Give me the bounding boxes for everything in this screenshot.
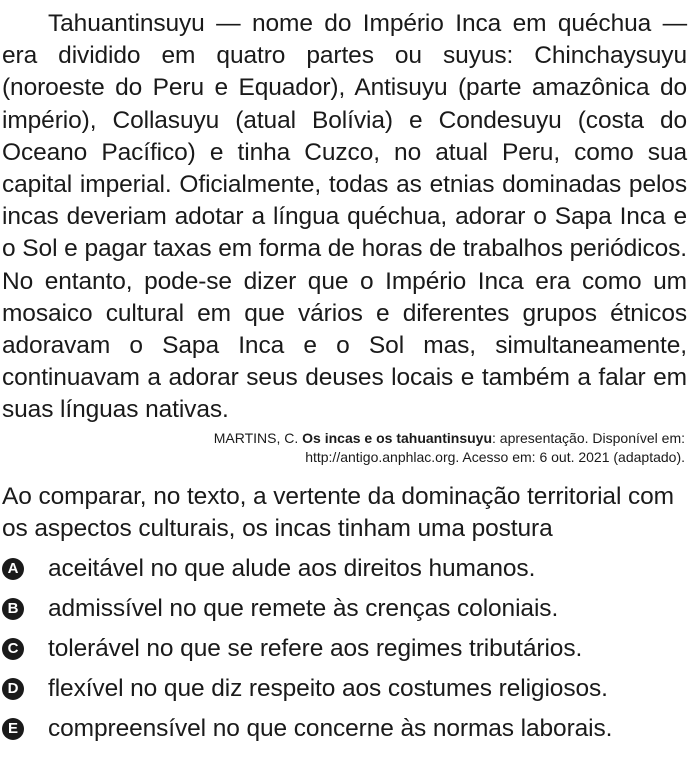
option-b-text: admissível no que remete às crenças coloniais.: [48, 594, 559, 622]
question-stem: Ao comparar, no texto, a vertente da dominação territorial com os aspectos culturais, os incas tinham uma postura: [2, 482, 674, 542]
option-b[interactable]: [2, 589, 687, 629]
option-a-letter-icon: A: [2, 558, 24, 580]
option-a-text: aceitável no que alude aos direitos humanos.: [48, 554, 536, 582]
option-e-letter-icon: E: [2, 718, 24, 740]
answer-options: [2, 549, 687, 749]
citation-line-2: http://antigo.anphlac.org. Acesso em: 6 out. 2021 (adaptado).: [305, 448, 685, 465]
citation: [2, 429, 687, 467]
option-d-text: flexível no que diz respeito aos costumes religiosos.: [48, 674, 608, 702]
option-c-letter-icon: C: [2, 638, 24, 660]
option-b-letter-icon: B: [2, 598, 24, 620]
option-e[interactable]: [2, 709, 687, 749]
option-d-letter-icon: D: [2, 678, 24, 700]
option-c[interactable]: [2, 629, 687, 669]
option-a[interactable]: [2, 549, 687, 589]
citation-author: MARTINS, C.: [213, 429, 299, 446]
citation-rest: : apresentação. Disponível em:: [492, 429, 685, 446]
option-d[interactable]: [2, 669, 687, 709]
option-e-text: compreensível no que concerne às normas laborais.: [48, 714, 613, 742]
citation-title: Os incas e os tahuantinsuyu: [302, 429, 492, 446]
passage-text: Tahuantinsuyu — nome do Império Inca em quéchua — era dividido em quatro partes ou suyus: Chinchaysuyu (noroeste do Peru e Equador), Antisuyu (parte amazônica do império), Collasuyu (atual Bolívia) e Condesuyu (costa do Oceano Pacífico) e tinha Cuzco, no atual Peru, como sua capital imperial. Oficialmente, todas as etnias dominadas pelos incas deveriam adotar a língua quéchua, adorar o Sapa Inca e o Sol e pagar taxas em forma de horas de trabalhos periódicos. No entanto, pode-se dizer que o Império Inca era como um mosaico cultural em que vários e diferentes grupos étnicos adoravam o Sapa Inca e o Sol mas, simultaneamente, continuavam a adorar seus deuses locais e também a falar em suas línguas nativas.: [2, 10, 687, 424]
citation-line-1: [2, 429, 685, 448]
option-c-text: tolerável no que se refere aos regimes tributários.: [48, 634, 583, 662]
